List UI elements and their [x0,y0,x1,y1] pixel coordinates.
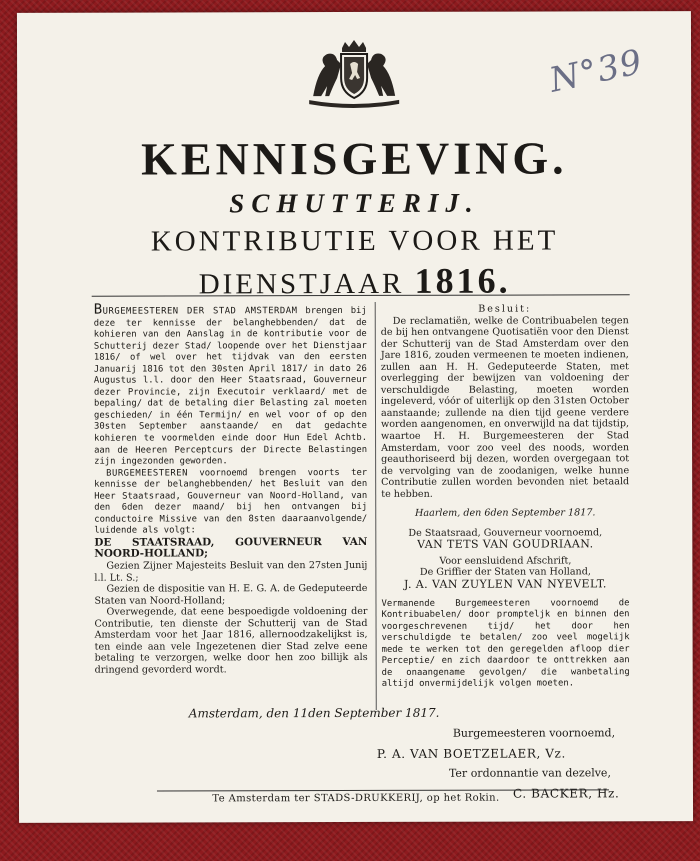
left-paragraph-6: Overwegende, dat eene bespoedigde voldoening der Contributie, ten dienste der Schutterij van de Stad Amsterdam voor het Jaar 1816, allernoodzakelijkst is, ten einde aan vele Ingezetenen dier Stad zelve eene betaling te verzorgen, welke door hen zoo billijk als dringend gevorderd wordt. [94,606,368,676]
heading-year: 1816. [414,260,511,301]
right-column [381,303,630,691]
notice-subtitle: SCHUTTERIJ. [229,187,480,219]
para1-caps: URGEMEESTEREN DER STAD AMSTERDAM [102,306,298,317]
left-paragraph-4: Gezien Zijner Majesteits Besluit van den 27sten Junij l.l. Lt. S.; [94,559,368,584]
notice-sheet [17,11,693,823]
left-paragraph-5: Gezien de dispositie van H. E. G. A. de Gedeputeerde Staten van Noord-Holland; [94,583,368,607]
griffier-line: De Griffier der Staten van Holland, [419,566,591,579]
heading-prefix: DIENSTJAAR [198,267,405,301]
left-paragraph-2 [94,468,367,538]
para1-text: brengen bij deze ter kennisse der belanghebbenden/ dat de kohieren van den Aanslag in de kontributie voor de Schutterij dezer Stad/ loopende over het Dienstjaar 1816/ of wel over het tijdvak van den eersten Januarij 1816 tot den 30sten April 1817/ in dato 26 Augustus l.l. door den Heer Staatsraad, Gouverneur dezer Provincie, zijn Executoir verklaard/ met de bepaling/ dat de betaling dier Belasting zal moeten geschieden/ in één Termijn/ en wel voor of op den 30sten September aanstaande/ en dat gedachte kohieren te voormelden einde door Hun Edel Achtb. aan de Heeren Perceptcurs der Directe Belastingen zijn ingezonden geworden. [93,305,368,467]
ordonnantie-line: Ter ordonnantie van dezelve, [448,766,611,780]
para2-caps: BURGEMEESTEREN [106,468,188,479]
signer-van-boetzelaer: P. A. VAN BOETZELAER, Vz. [376,746,566,761]
para2-text: voornoemd brengen voorts ter kennisse der belanghebbenden/ het Besluit van den Heer Staatsraad, Gouverneur van Noord-Holland, van den 6den dezer maand/ bij hen ontvangen bij conductoire Missive van den 8sten daaraanvolgende/ luidende als volgt: [94,467,368,537]
heading-line-1: KONTRIBUTIE VOOR HET [150,224,559,258]
notice-title: KENNISGEVING. [141,132,568,185]
handwritten-number: N°39 [545,41,647,101]
left-paragraph-3: DE STAATSRAAD, GOUVERNEUR VAN NOORD-HOLLAND; [94,535,368,561]
copy-line: Voor eensluidend Afschrift, [439,555,572,567]
left-column [93,301,368,676]
signer-van-tets: VAN TETS VAN GOUDRIAAN. [417,537,594,552]
coat-of-arms-icon [295,38,413,110]
issue-date: Amsterdam, den 11den September 1817. [188,705,440,721]
besluit-label: Besluit: [478,303,532,315]
signer-van-zuylen: J. A. VAN ZUYLEN VAN NYEVELT. [404,577,607,591]
dropcap: B [93,301,103,318]
signer-backer: C. BACKER, Hz. [512,786,620,801]
printer-footer: Te Amsterdam ter STADS-DRUKKERIJ, op het Rokin. [212,792,500,805]
place-date: Haarlem, den 6den September 1817. [414,507,596,520]
left-paragraph-1 [93,301,368,468]
burgemeesteren-line: Burgemeesteren voornoemd, [452,726,616,740]
governor-line: De Staatsraad, Gouverneur voornoemd, [408,527,603,539]
column-divider [375,302,377,710]
right-paragraph-final: Vermanende Burgemeesteren voornoemd de Kontribuabelen/ door prompteljk en binnen den voorgeschrevenen tijd/ het door hen verschuldigde te betalen/ zoo veel mogelijk mede te werken tot den geregelden afloop dier Perceptie/ en zich daardoor te onttrekken aan de onaangename gevolgen/ die wanbetaling altijd onvermijdelijk volgen moeten. [381,597,630,690]
right-paragraph-1: De reclamatiën, welke de Contribuabelen tegen de bij hen ontvangene Quotisatiën voor den Dienst der Schutterij van de Stad Amsterdam over den Jare 1816, zouden vermeenen te moeten indienen, zullen aan H. H. Gedeputeerde Staten, met overlegging der bewijzen van voldoening der verschuldigde Belasting, moeten worden ingeleverd, vóór of uiterlijk op den 31sten October aanstaande; zullende na dien tijd geene verdere worden aangenomen, en onverwijld na dat tijdstip, waartoe H. H. Burgemeesteren der Stad Amsterdam, voor zoo veel des noods, worden geauthoriseerd bij dezen, worden overgegaan tot de vervolging van de zoodanigen, welke hunne Contributie zullen worden bevonden niet betaald te hebben. [380,314,630,500]
